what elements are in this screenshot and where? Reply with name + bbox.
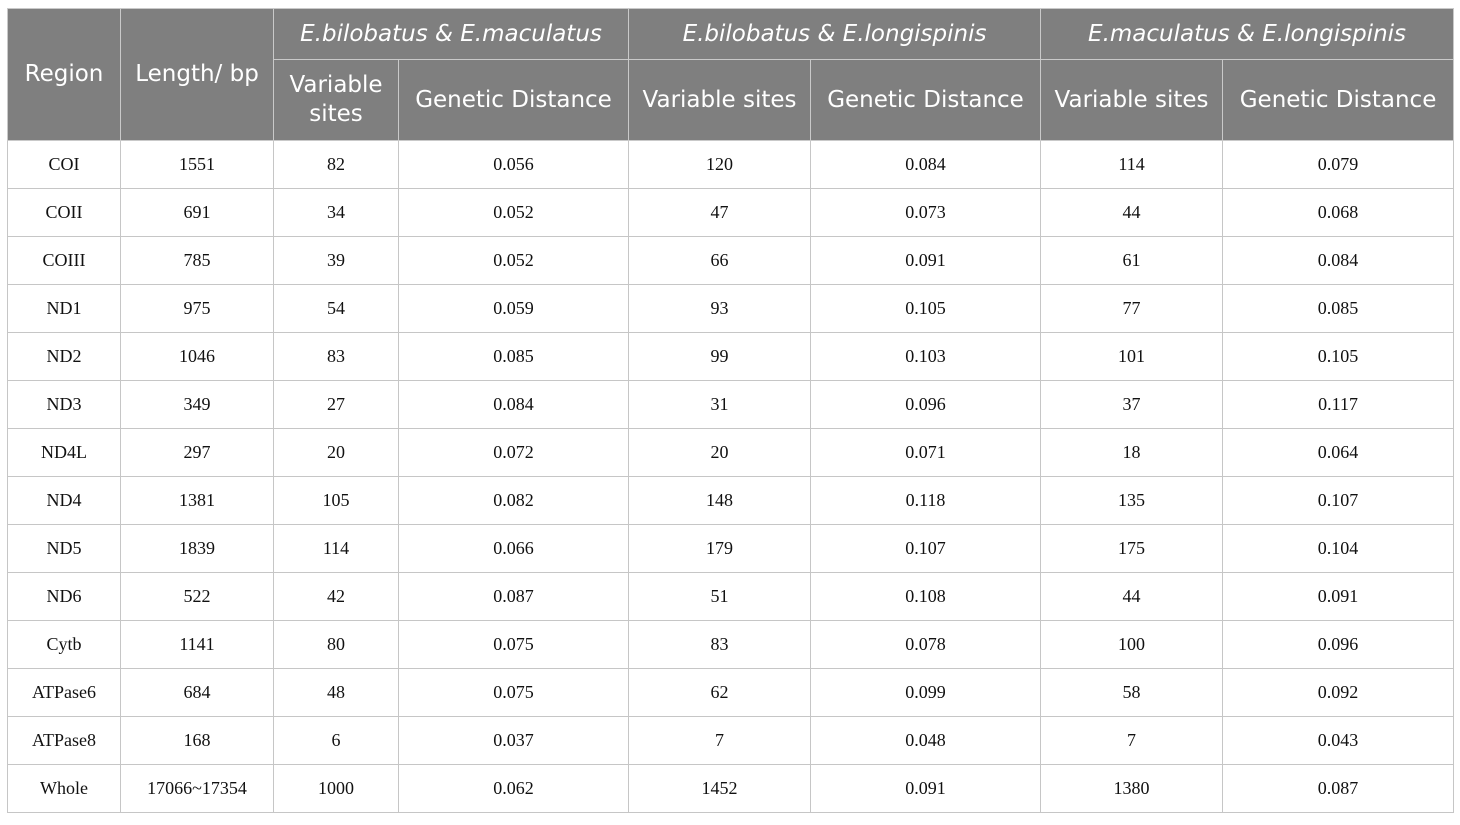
genetic-distance-cell: 0.068 [1223,189,1454,237]
table-row [8,525,1454,573]
genetic-distance-cell: 0.107 [1223,477,1454,525]
header-variable-sites: Variable sites [1041,60,1223,141]
variable-sites-cell: 77 [1041,285,1223,333]
variable-sites-cell: 135 [1041,477,1223,525]
genetic-distance-cell: 0.056 [399,141,629,189]
header-variable-sites: Variable sites [274,60,399,141]
genetic-distance-cell: 0.043 [1223,717,1454,765]
region-cell: COIII [8,237,121,285]
variable-sites-cell: 47 [629,189,811,237]
variable-sites-cell: 80 [274,621,399,669]
table-row [8,765,1454,813]
length-cell: 1046 [121,333,274,381]
variable-sites-cell: 1000 [274,765,399,813]
region-cell: Cytb [8,621,121,669]
genetic-distance-cell: 0.087 [1223,765,1454,813]
variable-sites-cell: 58 [1041,669,1223,717]
table-row [8,141,1454,189]
genetic-distance-cell: 0.084 [1223,237,1454,285]
genetic-distance-cell: 0.092 [1223,669,1454,717]
header-row-groups [8,9,1454,60]
table-row [8,717,1454,765]
data-table-container [7,8,1454,813]
variable-sites-cell: 101 [1041,333,1223,381]
genetic-distance-cell: 0.084 [811,141,1041,189]
table-row [8,285,1454,333]
variable-sites-cell: 34 [274,189,399,237]
length-cell: 168 [121,717,274,765]
table-row [8,621,1454,669]
header-group-maculatus-longispinis: E.maculatus & E.longispinis [1041,9,1454,60]
region-cell: COII [8,189,121,237]
variable-sites-cell: 1452 [629,765,811,813]
length-cell: 1839 [121,525,274,573]
region-cell: ATPase6 [8,669,121,717]
header-genetic-distance: Genetic Distance [811,60,1041,141]
table-row [8,237,1454,285]
length-cell: 691 [121,189,274,237]
variable-sites-cell: 39 [274,237,399,285]
variable-sites-cell: 120 [629,141,811,189]
length-cell: 1141 [121,621,274,669]
header-variable-sites: Variable sites [629,60,811,141]
variable-sites-cell: 44 [1041,573,1223,621]
genetic-distance-cell: 0.052 [399,189,629,237]
region-cell: ND5 [8,525,121,573]
length-cell: 785 [121,237,274,285]
length-cell: 349 [121,381,274,429]
variable-sites-cell: 7 [1041,717,1223,765]
genetic-distance-cell: 0.052 [399,237,629,285]
genetic-distance-cell: 0.037 [399,717,629,765]
variable-sites-cell: 148 [629,477,811,525]
variable-sites-cell: 51 [629,573,811,621]
length-cell: 1551 [121,141,274,189]
genetic-distance-cell: 0.091 [811,237,1041,285]
table-row [8,429,1454,477]
variable-sites-cell: 175 [1041,525,1223,573]
variable-sites-cell: 93 [629,285,811,333]
variable-sites-cell: 99 [629,333,811,381]
variable-sites-cell: 83 [629,621,811,669]
genetic-distance-cell: 0.064 [1223,429,1454,477]
variable-sites-cell: 62 [629,669,811,717]
genetic-distance-cell: 0.105 [811,285,1041,333]
genetic-distance-cell: 0.085 [399,333,629,381]
region-cell: ND3 [8,381,121,429]
genetic-distance-table [7,8,1454,813]
genetic-distance-cell: 0.117 [1223,381,1454,429]
genetic-distance-cell: 0.091 [1223,573,1454,621]
region-cell: Whole [8,765,121,813]
header-group-bilobatus-longispinis: E.bilobatus & E.longispinis [629,9,1041,60]
variable-sites-cell: 42 [274,573,399,621]
variable-sites-cell: 20 [629,429,811,477]
genetic-distance-cell: 0.087 [399,573,629,621]
variable-sites-cell: 6 [274,717,399,765]
table-row [8,669,1454,717]
genetic-distance-cell: 0.072 [399,429,629,477]
variable-sites-cell: 54 [274,285,399,333]
table-row [8,333,1454,381]
variable-sites-cell: 66 [629,237,811,285]
variable-sites-cell: 61 [1041,237,1223,285]
region-cell: ND6 [8,573,121,621]
genetic-distance-cell: 0.078 [811,621,1041,669]
length-cell: 684 [121,669,274,717]
region-cell: ND4 [8,477,121,525]
table-row [8,189,1454,237]
length-cell: 522 [121,573,274,621]
genetic-distance-cell: 0.091 [811,765,1041,813]
variable-sites-cell: 82 [274,141,399,189]
variable-sites-cell: 7 [629,717,811,765]
genetic-distance-cell: 0.096 [811,381,1041,429]
genetic-distance-cell: 0.085 [1223,285,1454,333]
genetic-distance-cell: 0.048 [811,717,1041,765]
genetic-distance-cell: 0.107 [811,525,1041,573]
genetic-distance-cell: 0.066 [399,525,629,573]
variable-sites-cell: 27 [274,381,399,429]
genetic-distance-cell: 0.062 [399,765,629,813]
variable-sites-cell: 83 [274,333,399,381]
genetic-distance-cell: 0.075 [399,621,629,669]
variable-sites-cell: 48 [274,669,399,717]
genetic-distance-cell: 0.103 [811,333,1041,381]
length-cell: 297 [121,429,274,477]
length-cell: 975 [121,285,274,333]
variable-sites-cell: 20 [274,429,399,477]
variable-sites-cell: 114 [274,525,399,573]
variable-sites-cell: 105 [274,477,399,525]
variable-sites-cell: 100 [1041,621,1223,669]
variable-sites-cell: 1380 [1041,765,1223,813]
genetic-distance-cell: 0.079 [1223,141,1454,189]
genetic-distance-cell: 0.073 [811,189,1041,237]
table-row [8,381,1454,429]
table-header [8,9,1454,141]
genetic-distance-cell: 0.059 [399,285,629,333]
header-genetic-distance: Genetic Distance [399,60,629,141]
region-cell: ATPase8 [8,717,121,765]
genetic-distance-cell: 0.075 [399,669,629,717]
variable-sites-cell: 179 [629,525,811,573]
genetic-distance-cell: 0.084 [399,381,629,429]
variable-sites-cell: 37 [1041,381,1223,429]
table-row [8,477,1454,525]
region-cell: ND1 [8,285,121,333]
variable-sites-cell: 44 [1041,189,1223,237]
table-body [8,141,1454,813]
region-cell: COI [8,141,121,189]
header-length: Length/ bp [121,9,274,141]
variable-sites-cell: 114 [1041,141,1223,189]
variable-sites-cell: 31 [629,381,811,429]
region-cell: ND4L [8,429,121,477]
genetic-distance-cell: 0.108 [811,573,1041,621]
genetic-distance-cell: 0.104 [1223,525,1454,573]
genetic-distance-cell: 0.096 [1223,621,1454,669]
genetic-distance-cell: 0.082 [399,477,629,525]
genetic-distance-cell: 0.099 [811,669,1041,717]
header-group-bilobatus-maculatus: E.bilobatus & E.maculatus [274,9,629,60]
table-row [8,573,1454,621]
length-cell: 1381 [121,477,274,525]
region-cell: ND2 [8,333,121,381]
genetic-distance-cell: 0.105 [1223,333,1454,381]
header-region: Region [8,9,121,141]
genetic-distance-cell: 0.118 [811,477,1041,525]
header-genetic-distance: Genetic Distance [1223,60,1454,141]
length-cell: 17066~17354 [121,765,274,813]
variable-sites-cell: 18 [1041,429,1223,477]
genetic-distance-cell: 0.071 [811,429,1041,477]
